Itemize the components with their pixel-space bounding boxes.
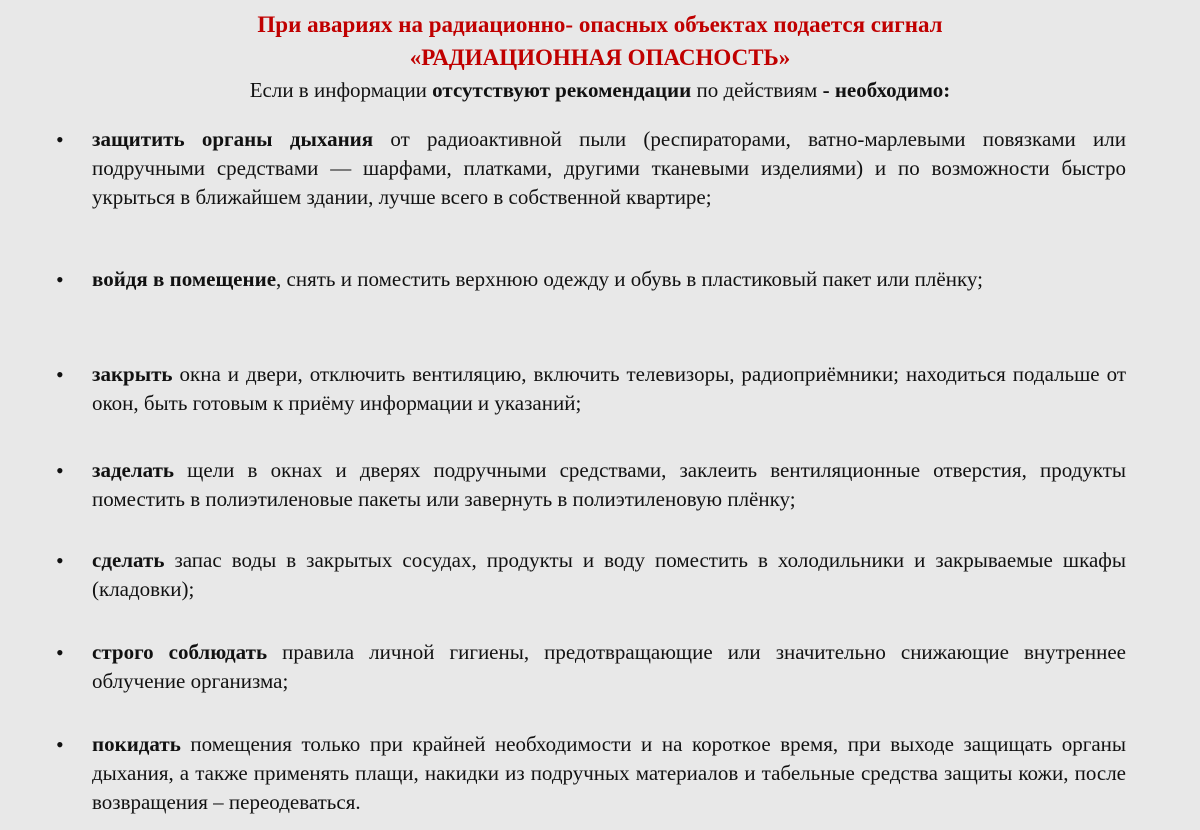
list-item [56,265,1126,294]
subtitle-part-1: Если в информации [249,78,433,102]
item-keyword: войдя в помещение [92,267,277,291]
subtitle [0,76,1200,104]
item-text: правила личной гигиены, предотвращающие или значительно снижающие внутреннее облучение организма; [92,640,1126,693]
bullet-icon: • [56,732,64,757]
item-text: , снять и поместить верхнюю одежду и обувь в пластиковый пакет или плёнку; [276,267,983,291]
subtitle-bold-2: - необходимо: [822,78,951,102]
list-item [56,360,1126,418]
bullet-icon: • [56,640,64,665]
item-keyword: покидать [92,732,181,756]
item-text: окна и двери, отключить вентиляцию, включить телевизоры, радиоприёмники; находиться подальше от окон, быть готовым к приёму информации и указаний; [92,362,1126,415]
item-text: от радиоактивной пыли (респираторами, ватно-марлевыми повязками или подручными средствами — шарфами, платками, другими тканевыми изделиями) и по возможности быстро укрыться в ближайшем здании, лучше всего в собственной квартире; [92,127,1127,209]
list-item [56,638,1126,696]
heading-line-2: «РАДИАЦИОННАЯ ОПАСНОСТЬ» [409,45,791,70]
item-keyword: сделать [92,548,165,572]
item-keyword: заделать [92,458,175,482]
item-text: щели в окнах и дверях подручными средствами, заклеить вентиляционные отверстия, продукты поместить в полиэтиленовые пакеты или завернуть в полиэтиленовую плёнку; [92,458,1126,511]
bullet-icon: • [56,458,64,483]
subtitle-bold-1: отсутствуют рекомендации [432,78,692,102]
item-keyword: защитить органы дыхания [92,127,374,151]
bullet-icon: • [56,362,64,387]
subtitle-part-2: по действиям [691,78,823,102]
list-item [56,456,1126,514]
list-item [56,730,1126,817]
heading-line-1: При авариях на радиационно- опасных объектах подается сигнал [257,12,943,37]
item-text: помещения только при крайней необходимости и на короткое время, при выходе защищать органы дыхания, а также применять плащи, накидки из подручных материалов и табельные средства защиты кожи, после возвращения – переодеваться. [92,732,1126,814]
item-keyword: строго соблюдать [92,640,268,664]
list-item [56,125,1127,212]
item-keyword: закрыть [92,362,173,386]
bullet-icon: • [56,267,64,292]
item-text: запас воды в закрытых сосудах, продукты и воду поместить в холодильники и закрываемые шкафы (кладовки); [92,548,1126,601]
list-item [56,546,1126,604]
bullet-icon: • [56,127,64,152]
bullet-icon: • [56,548,64,573]
